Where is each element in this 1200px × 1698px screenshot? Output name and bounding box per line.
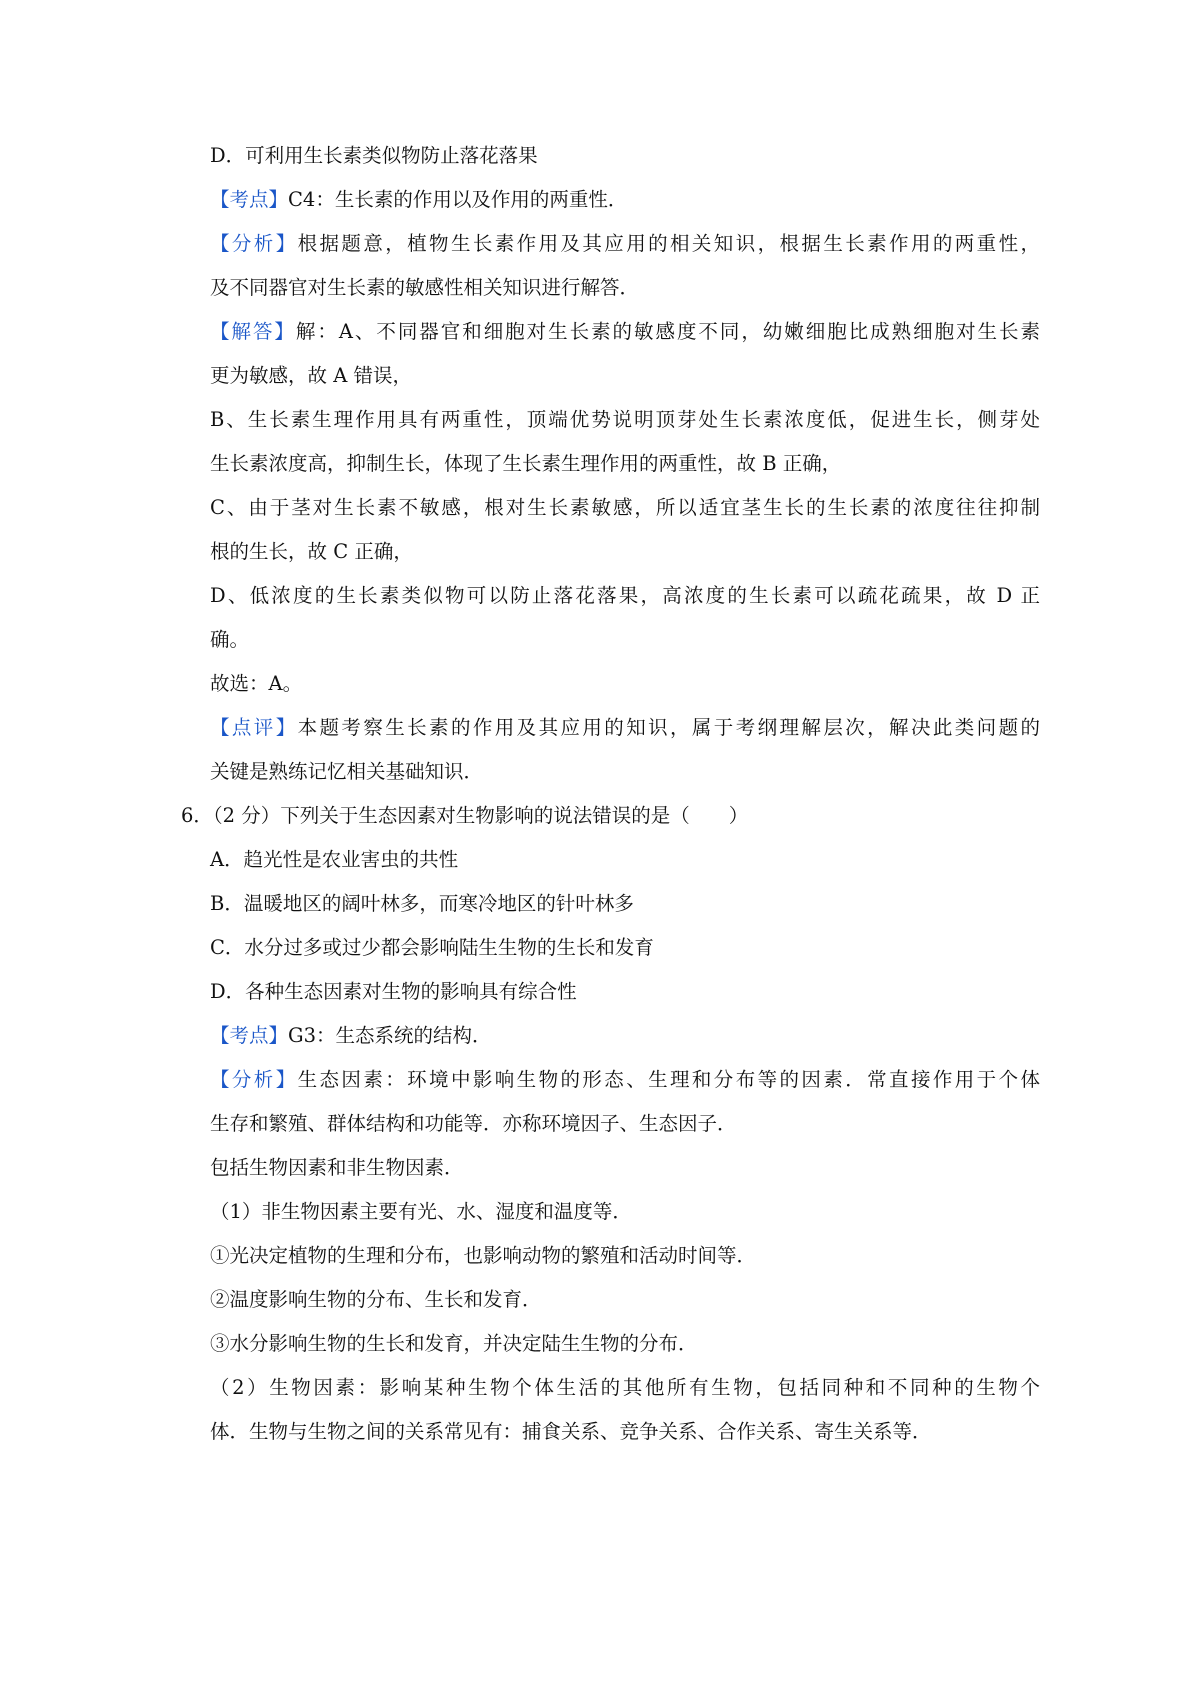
q5-kaodian bbox=[210, 185, 1040, 215]
q6-line-9: 体．生物与生物之间的关系常见有：捕食关系、竞争关系、合作关系、寄生关系等． bbox=[210, 1420, 932, 1443]
q5-jieda-line-2: 更为敏感，故 A 错误， bbox=[210, 364, 412, 387]
q5-c-line-1: C、由于茎对生长素不敏感，根对生长素敏感，所以适宜茎生长的生长素的浓度往往抑制 bbox=[210, 496, 1040, 519]
q5-fenxi-text-1: 根据题意，植物生长素作用及其应用的相关知识，根据生长素作用的两重性， bbox=[297, 232, 1040, 255]
q5-fenxi-line-2: 及不同器官对生长素的敏感性相关知识进行解答． bbox=[210, 276, 640, 299]
q6-fenxi bbox=[210, 1065, 1040, 1095]
q5-c-line-2: 根的生长，故 C 正确， bbox=[210, 540, 413, 563]
jieda-tag: 【解答】 bbox=[210, 320, 296, 343]
q6-line-4: （1）非生物因素主要有光、水、湿度和温度等． bbox=[210, 1200, 632, 1223]
q5-b-line-1: B、生长素生理作用具有两重性，顶端优势说明顶芽处生长素浓度低，促进生长，侧芽处 bbox=[210, 408, 1040, 431]
q6-line-7: ③水分影响生物的生长和发育，并决定陆生生物的分布． bbox=[210, 1332, 698, 1355]
q5-fenxi bbox=[210, 229, 1040, 259]
q5-dianping bbox=[210, 713, 1040, 743]
q5-answer: 故选：A。 bbox=[210, 672, 303, 695]
q5-dianping-text-1: 本题考察生长素的作用及其应用的知识，属于考纲理解层次，解决此类问题的 bbox=[297, 716, 1040, 739]
q6-line-5: ①光决定植物的生理和分布，也影响动物的繁殖和活动时间等． bbox=[210, 1244, 757, 1267]
q6-option-a: A．趋光性是农业害虫的共性 bbox=[210, 848, 459, 871]
q6-question: 6．（2 分）下列关于生态因素对生物影响的说法错误的是（ ） bbox=[181, 804, 749, 827]
q5-d-line-2: 确。 bbox=[210, 628, 250, 651]
q5-option-d: D．可利用生长素类似物防止落花落果 bbox=[210, 144, 538, 167]
q5-jieda bbox=[210, 317, 1040, 347]
q5-dianping-line-2: 关键是熟练记忆相关基础知识． bbox=[210, 760, 484, 783]
kaodian-tag: 【考点】 bbox=[210, 188, 289, 211]
fenxi-tag: 【分析】 bbox=[210, 1068, 298, 1091]
q6-fenxi-text-1: 生态因素：环境中影响生物的形态、生理和分布等的因素．常直接作用于个体 bbox=[297, 1068, 1040, 1091]
q5-kaodian-text: C4：生长素的作用以及作用的两重性． bbox=[288, 188, 628, 211]
q6-option-c: C．水分过多或过少都会影响陆生生物的生长和发育 bbox=[210, 936, 654, 959]
q5-d-line-1: D、低浓度的生长素类似物可以防止落花落果，高浓度的生长素可以疏花疏果，故 D 正 bbox=[210, 584, 1040, 607]
q6-line-8: （2）生物因素：影响某种生物个体生活的其他所有生物，包括同种和不同种的生物个 bbox=[210, 1376, 1040, 1399]
fenxi-tag: 【分析】 bbox=[210, 232, 298, 255]
q6-line-3: 包括生物因素和非生物因素． bbox=[210, 1156, 464, 1179]
q6-option-d: D．各种生态因素对生物的影响具有综合性 bbox=[210, 980, 577, 1003]
q5-jieda-text-1: 解：A、不同器官和细胞对生长素的敏感度不同，幼嫩细胞比成熟细胞对生长素 bbox=[295, 320, 1040, 343]
q5-b-line-2: 生长素浓度高，抑制生长，体现了生长素生理作用的两重性，故 B 正确， bbox=[210, 452, 842, 475]
q6-line-6: ②温度影响生物的分布、生长和发育． bbox=[210, 1288, 542, 1311]
q6-option-b: B．温暖地区的阔叶林多，而寒冷地区的针叶林多 bbox=[210, 892, 634, 915]
kaodian-tag: 【考点】 bbox=[210, 1024, 289, 1047]
q6-kaodian bbox=[210, 1021, 1040, 1051]
q6-fenxi-line-2: 生存和繁殖、群体结构和功能等．亦称环境因子、生态因子． bbox=[210, 1112, 737, 1135]
dianping-tag: 【点评】 bbox=[210, 716, 298, 739]
q6-kaodian-text: G3：生态系统的结构． bbox=[288, 1024, 492, 1047]
